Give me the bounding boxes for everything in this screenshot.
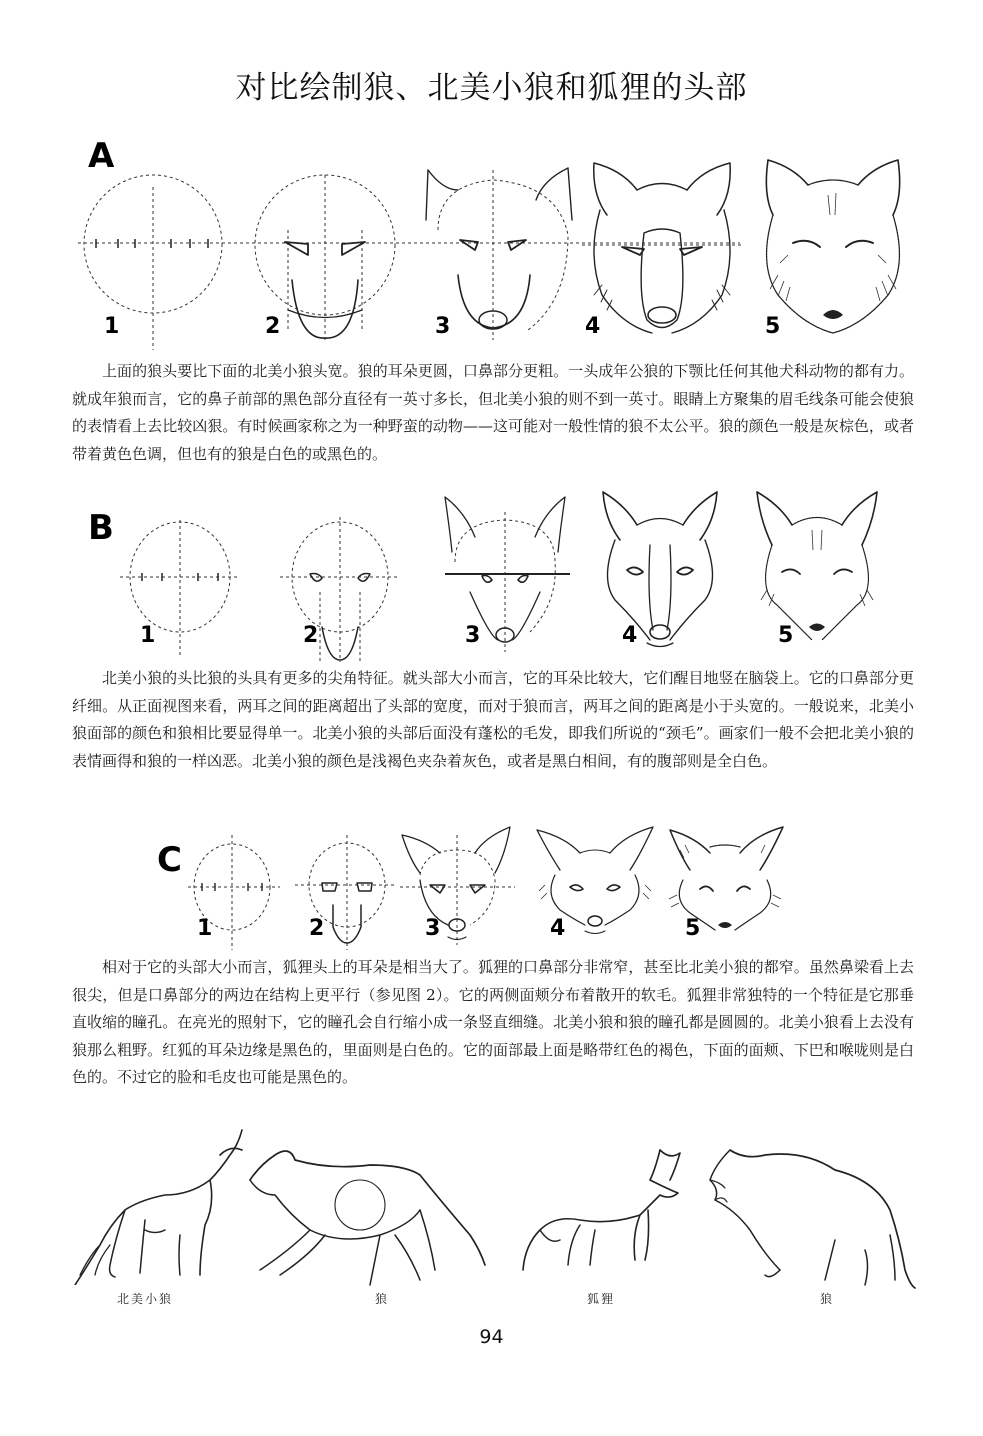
wolf-walking-figure [240,1140,490,1290]
coyote-step-5-number: 5 [778,623,794,648]
fox-step-3-number: 3 [425,916,441,941]
wolf-step-2-number: 2 [265,314,281,339]
coyote-description-text: 北美小狼的头比狼的头具有更多的尖角特征。就头部大小而言，它的耳朵比较大，它们醒目地竖在脑袋上。它的口鼻部分更纤细。从正面视图来看，两耳之间的距离超出了头部的宽度，而对于狼而言，两耳之间的距离是小于头宽的。一般说来，北美小狼面部的颜色和狼相比要显得单一。北美小狼的头部后面没有蓬松的毛发，即我们所说的“颈毛”。画家们一般不会把北美小狼的表情画得和狼的一样凶恶。北美小狼的颜色是浅褐色夹杂着灰色，或者是黑白相间，有的腹部则是全白色。 [72,669,914,770]
wolf-caption-1: 狼 [375,1292,390,1306]
fox-circle-construction-icon [180,835,280,950]
wolf-walking-sketch-icon [240,1140,490,1290]
fox-head-outline-icon [400,825,515,945]
fox-step-5-number: 5 [685,916,701,941]
coyote-body-sketch-icon [70,1125,250,1285]
wolf-caption-2: 狼 [820,1292,835,1306]
wolf-step-1-number: 1 [104,314,120,339]
page-number: 94 [479,1326,504,1348]
fox-standing-figure [520,1145,690,1275]
fox-step-5-drawing [665,825,785,940]
fox-description-paragraph [72,954,914,1092]
fox-head-shaded-icon [665,825,785,940]
wolf-step-4-number: 4 [585,314,601,339]
fox-step-4-number: 4 [550,916,566,941]
coyote-step-1-number: 1 [140,623,156,648]
fox-step-2-number: 2 [309,916,325,941]
fox-step-1-drawing [180,835,280,950]
wolf-step-5-number: 5 [765,314,781,339]
fox-description-text: 相对于它的头部大小而言，狐狸头上的耳朵是相当大了。狐狸的口鼻部分非常窄，甚至比北美小狼的都窄。虽然鼻梁看上去很尖，但是口鼻部分的两边在结构上更平行（参见图 2）。它的两侧面颊分布着散开的软毛。狐狸非常独特的一个特征是它那垂直收缩的瞳孔。在亮光的照射下，它的瞳孔会自行缩小成一条竖直细缝。北美小狼和狼的瞳孔都是圆圆的。北美小狼看上去没有狼那么粗野。红狐的耳朵边缘是黑色的，里面则是白色的。它的面部最上面是略带红色的褐色，下面的面颊、下巴和喉咙则是白色的。不过它的脸和毛皮也可能是黑色的。 [72,958,914,1086]
section-a-label: A [88,136,115,176]
fox-step-3-drawing [400,825,515,945]
fox-body-sketch-icon [520,1145,690,1275]
coyote-step-2-number: 2 [303,623,319,648]
wolf-snarling-sketch-icon [705,1140,925,1290]
wolf-description-text: 上面的狼头要比下面的北美小狼头宽。狼的耳朵更圆，口鼻部分更粗。一头成年公狼的下颚比任何其他犬科动物的都有力。就成年狼而言，它的鼻子前部的黑色部分直径有一英寸多长，但北美小狼的则不到一英寸。眼睛上方聚集的眉毛线条可能会使狼的表情看上去比较凶狠。有时候画家称之为一种野蛮的动物——这可能对一般性情的狼不太公平。狼的颜色一般是灰棕色，或者带着黄色色调，但也有的狼是白色的或黑色的。 [72,362,914,463]
coyote-caption: 北美小狼 [117,1292,174,1306]
coyote-step-3-number: 3 [465,623,481,648]
page-title: 对比绘制狼、北美小狼和狐狸的头部 [235,70,748,106]
section-c-label: C [157,840,182,880]
section-b-label: B [88,508,114,548]
coyote-howling-figure [70,1125,250,1285]
fox-step-1-number: 1 [197,916,213,941]
fox-caption: 狐狸 [587,1292,616,1306]
wolf-step-3-number: 3 [435,314,451,339]
coyote-step-4-number: 4 [622,623,638,648]
wolf-snarling-figure [705,1140,925,1290]
